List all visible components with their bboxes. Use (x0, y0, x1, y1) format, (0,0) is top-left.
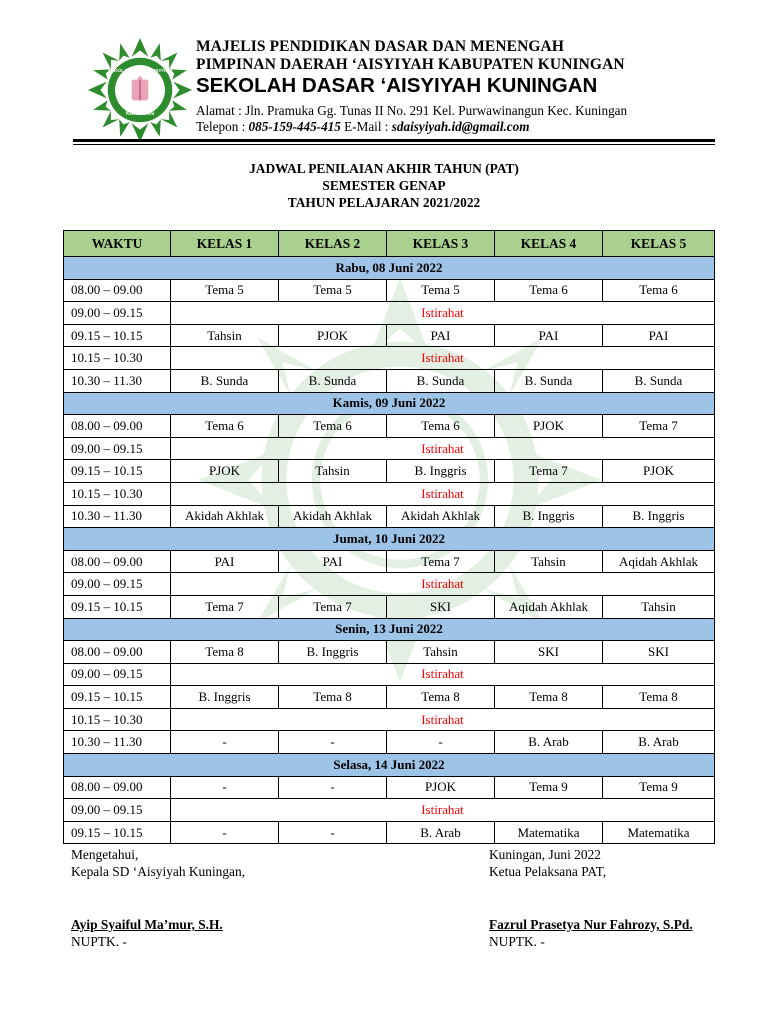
subject-cell-kelas-4: B. Arab (495, 731, 603, 754)
committee-chair-title: Ketua Pelaksana PAT, (489, 864, 607, 879)
day-row (64, 618, 715, 641)
logo-bottom-text: KUNINGAN (126, 110, 154, 117)
table-row (64, 505, 715, 528)
table-row (64, 573, 715, 596)
sun-emblem-icon (88, 38, 192, 142)
subject-cell-kelas-1: Akidah Akhlak (171, 505, 279, 528)
subject-cell-kelas-4: B. Sunda (495, 369, 603, 392)
subject-cell-kelas-3: PAI (387, 324, 495, 347)
col-header-kelas-5: KELAS 5 (603, 231, 715, 257)
phone-number: 085-159-445-415 (248, 119, 341, 134)
signature-right (489, 846, 693, 950)
subject-cell-kelas-5: B. Arab (603, 731, 715, 754)
subject-cell-kelas-4: PJOK (495, 415, 603, 438)
logo-top-text: SEKOLAH DASAR AISYIYAH (107, 68, 173, 74)
subject-cell-kelas-1: Tema 8 (171, 641, 279, 664)
break-cell: Istirahat (171, 663, 715, 686)
subject-cell-kelas-1: B. Inggris (171, 686, 279, 709)
table-row (64, 279, 715, 302)
subject-cell-kelas-1: - (171, 776, 279, 799)
break-cell: Istirahat (171, 347, 715, 370)
council-name: MAJELIS PENDIDIKAN DASAR DAN MENENGAH (196, 38, 564, 55)
subject-cell-kelas-2: Tema 6 (279, 415, 387, 438)
subject-cell-kelas-3: B. Inggris (387, 460, 495, 483)
subject-cell-kelas-3: Tema 5 (387, 279, 495, 302)
table-row (64, 415, 715, 438)
subject-cell-kelas-5: PJOK (603, 460, 715, 483)
subject-cell-kelas-4: Tema 7 (495, 460, 603, 483)
subject-cell-kelas-1: Tahsin (171, 324, 279, 347)
header-rule-thin (73, 144, 715, 145)
subject-cell-kelas-5: SKI (603, 641, 715, 664)
table-row (64, 550, 715, 573)
day-row (64, 257, 715, 280)
subject-cell-kelas-5: Tema 7 (603, 415, 715, 438)
subject-cell-kelas-1: PJOK (171, 460, 279, 483)
subject-cell-kelas-4: PAI (495, 324, 603, 347)
principal-name: Ayip Syaiful Ma’mur, S.H. (71, 917, 223, 932)
table-row (64, 821, 715, 844)
time-cell: 10.30 – 11.30 (64, 369, 171, 392)
col-header-kelas-1: KELAS 1 (171, 231, 279, 257)
subject-cell-kelas-4: SKI (495, 641, 603, 664)
subject-cell-kelas-3: Akidah Akhlak (387, 505, 495, 528)
day-label: Rabu, 08 Juni 2022 (64, 257, 715, 280)
subject-cell-kelas-4: Matematika (495, 821, 603, 844)
school-address: Alamat : Jln. Pramuka Gg. Tunas II No. 291 Kel. Purwawinangun Kec. Kuningan (196, 103, 628, 118)
subject-cell-kelas-3: Tema 6 (387, 415, 495, 438)
school-logo (88, 38, 192, 142)
table-row (64, 437, 715, 460)
committee-chair-nuptk: NUPTK. - (489, 934, 545, 949)
subject-cell-kelas-4: Tema 6 (495, 279, 603, 302)
title-line-2: SEMESTER GENAP (322, 178, 446, 193)
day-row (64, 754, 715, 777)
day-row (64, 528, 715, 551)
subject-cell-kelas-3: Tema 7 (387, 550, 495, 573)
subject-cell-kelas-3: B. Sunda (387, 369, 495, 392)
letterhead (196, 38, 716, 135)
subject-cell-kelas-3: - (387, 731, 495, 754)
contact-line (196, 119, 716, 135)
subject-cell-kelas-3: Tema 8 (387, 686, 495, 709)
signature-left (71, 846, 245, 950)
subject-cell-kelas-4: B. Inggris (495, 505, 603, 528)
subject-cell-kelas-3: PJOK (387, 776, 495, 799)
subject-cell-kelas-1: - (171, 821, 279, 844)
table-row (64, 369, 715, 392)
school-name: SEKOLAH DASAR ‘AISYIYAH KUNINGAN (196, 74, 598, 97)
subject-cell-kelas-2: Tema 5 (279, 279, 387, 302)
time-cell: 09.15 – 10.15 (64, 595, 171, 618)
table-row (64, 347, 715, 370)
email-label: E-Mail : (340, 119, 392, 134)
table-row (64, 595, 715, 618)
subject-cell-kelas-2: - (279, 731, 387, 754)
time-cell: 09.15 – 10.15 (64, 460, 171, 483)
principal-title: Kepala SD ‘Aisyiyah Kuningan, (71, 864, 246, 879)
subject-cell-kelas-5: Tema 6 (603, 279, 715, 302)
subject-cell-kelas-5: B. Sunda (603, 369, 715, 392)
subject-cell-kelas-3: Tahsin (387, 641, 495, 664)
subject-cell-kelas-1: Tema 5 (171, 279, 279, 302)
day-label: Senin, 13 Juni 2022 (64, 618, 715, 641)
table-row (64, 686, 715, 709)
time-cell: 09.00 – 09.15 (64, 437, 171, 460)
break-cell: Istirahat (171, 573, 715, 596)
subject-cell-kelas-2: B. Sunda (279, 369, 387, 392)
time-cell: 10.15 – 10.30 (64, 708, 171, 731)
time-cell: 09.15 – 10.15 (64, 324, 171, 347)
regional-board-name: PIMPINAN DAERAH ‘AISYIYAH KABUPATEN KUNINGAN (196, 56, 625, 73)
col-header-kelas-3: KELAS 3 (387, 231, 495, 257)
table-row (64, 324, 715, 347)
subject-cell-kelas-5: Aqidah Akhlak (603, 550, 715, 573)
table-row (64, 302, 715, 325)
time-cell: 08.00 – 09.00 (64, 415, 171, 438)
subject-cell-kelas-5: B. Inggris (603, 505, 715, 528)
day-label: Selasa, 14 Juni 2022 (64, 754, 715, 777)
table-row (64, 799, 715, 822)
place-date: Kuningan, Juni 2022 (489, 847, 601, 862)
subject-cell-kelas-2: Tema 8 (279, 686, 387, 709)
schedule-body (64, 257, 715, 844)
subject-cell-kelas-4: Tema 8 (495, 686, 603, 709)
table-row (64, 641, 715, 664)
subject-cell-kelas-2: - (279, 776, 387, 799)
subject-cell-kelas-1: B. Sunda (171, 369, 279, 392)
time-cell: 09.15 – 10.15 (64, 686, 171, 709)
principal-nuptk: NUPTK. - (71, 934, 127, 949)
committee-chair-name: Fazrul Prasetya Nur Fahrozy, S.Pd. (489, 917, 693, 932)
subject-cell-kelas-1: - (171, 731, 279, 754)
time-cell: 08.00 – 09.00 (64, 550, 171, 573)
col-header-waktu: WAKTU (64, 231, 171, 257)
header-rule-thick (73, 139, 715, 142)
time-cell: 09.00 – 09.15 (64, 799, 171, 822)
phone-label: Telepon : (196, 119, 249, 134)
break-cell: Istirahat (171, 302, 715, 325)
subject-cell-kelas-2: Akidah Akhlak (279, 505, 387, 528)
subject-cell-kelas-1: PAI (171, 550, 279, 573)
table-row (64, 776, 715, 799)
col-header-kelas-4: KELAS 4 (495, 231, 603, 257)
time-cell: 09.00 – 09.15 (64, 663, 171, 686)
break-cell: Istirahat (171, 482, 715, 505)
subject-cell-kelas-4: Tema 9 (495, 776, 603, 799)
table-row (64, 708, 715, 731)
subject-cell-kelas-3: SKI (387, 595, 495, 618)
time-cell: 10.15 – 10.30 (64, 347, 171, 370)
time-cell: 08.00 – 09.00 (64, 641, 171, 664)
time-cell: 09.15 – 10.15 (64, 821, 171, 844)
subject-cell-kelas-2: - (279, 821, 387, 844)
table-row (64, 460, 715, 483)
time-cell: 09.00 – 09.15 (64, 302, 171, 325)
subject-cell-kelas-4: Tahsin (495, 550, 603, 573)
schedule-table (63, 230, 715, 844)
table-row (64, 663, 715, 686)
table-row (64, 731, 715, 754)
subject-cell-kelas-2: B. Inggris (279, 641, 387, 664)
table-row (64, 482, 715, 505)
title-line-1: JADWAL PENILAIAN AKHIR TAHUN (PAT) (249, 161, 519, 176)
title-line-3: TAHUN PELAJARAN 2021/2022 (287, 195, 481, 210)
subject-cell-kelas-5: Tahsin (603, 595, 715, 618)
document-title (0, 160, 768, 211)
email-address: sdaisyiyah.id@gmail.com (391, 119, 530, 134)
subject-cell-kelas-5: PAI (603, 324, 715, 347)
subject-cell-kelas-2: PAI (279, 550, 387, 573)
time-cell: 10.15 – 10.30 (64, 482, 171, 505)
time-cell: 10.30 – 11.30 (64, 505, 171, 528)
day-row (64, 392, 715, 415)
subject-cell-kelas-2: PJOK (279, 324, 387, 347)
break-cell: Istirahat (171, 437, 715, 460)
acknowledged-label: Mengetahui, (71, 847, 139, 862)
subject-cell-kelas-5: Tema 9 (603, 776, 715, 799)
time-cell: 08.00 – 09.00 (64, 279, 171, 302)
subject-cell-kelas-5: Tema 8 (603, 686, 715, 709)
break-cell: Istirahat (171, 708, 715, 731)
subject-cell-kelas-2: Tahsin (279, 460, 387, 483)
break-cell: Istirahat (171, 799, 715, 822)
subject-cell-kelas-2: Tema 7 (279, 595, 387, 618)
time-cell: 10.30 – 11.30 (64, 731, 171, 754)
time-cell: 08.00 – 09.00 (64, 776, 171, 799)
day-label: Jumat, 10 Juni 2022 (64, 528, 715, 551)
table-header-row (64, 231, 715, 257)
subject-cell-kelas-1: Tema 6 (171, 415, 279, 438)
time-cell: 09.00 – 09.15 (64, 573, 171, 596)
day-label: Kamis, 09 Juni 2022 (64, 392, 715, 415)
subject-cell-kelas-1: Tema 7 (171, 595, 279, 618)
subject-cell-kelas-3: B. Arab (387, 821, 495, 844)
col-header-kelas-2: KELAS 2 (279, 231, 387, 257)
subject-cell-kelas-5: Matematika (603, 821, 715, 844)
subject-cell-kelas-4: Aqidah Akhlak (495, 595, 603, 618)
